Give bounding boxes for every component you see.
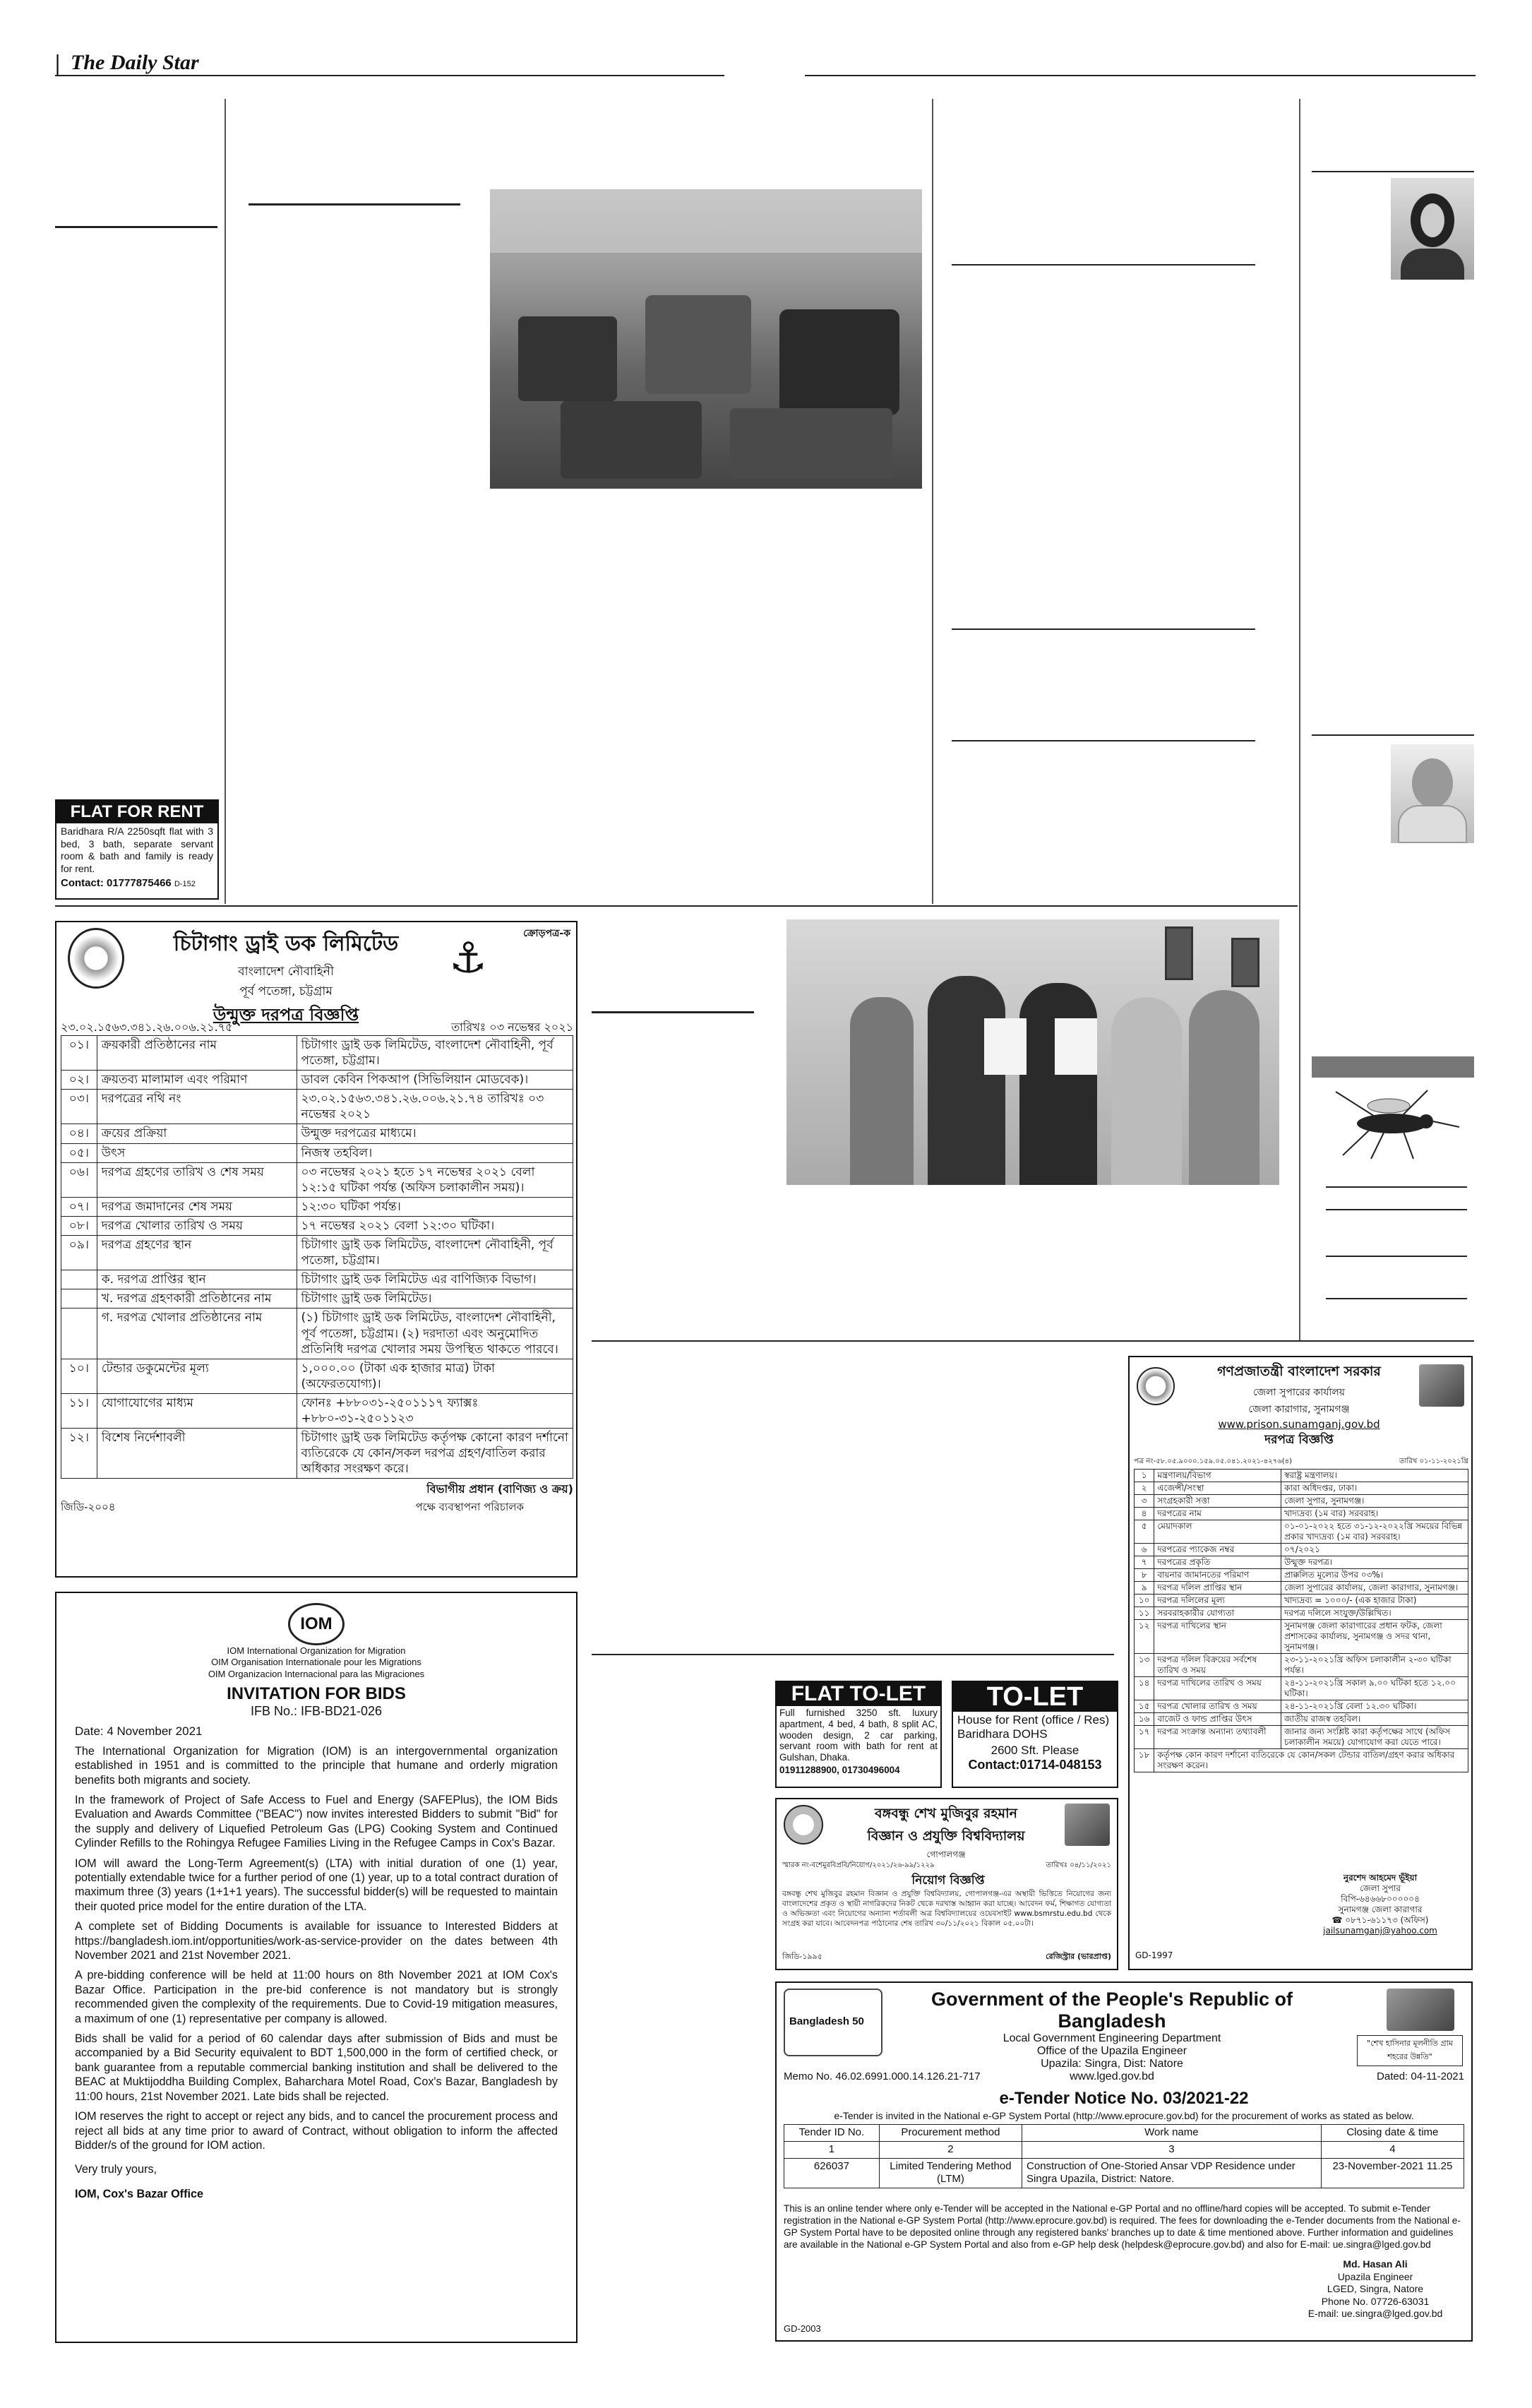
row-label: দরপত্রের নথি নং [97, 1090, 297, 1124]
row-value: ২৪-১১-২০২১খ্রি সকাল ৯.০০ ঘটিকা হতে ১২.০০ ঘটিকা। [1281, 1677, 1468, 1700]
bsmrstu-title-2: বিজ্ঞান ও প্রযুক্তি বিশ্ববিদ্যালয় [867, 1828, 1025, 1844]
row-label: কর্তৃপক্ষ কোন কারণ দর্শানো ব্যতিরেকে যে কোন/সকল টেন্ডার বাতিল/গ্রহণ করার অধিকার সংরক্ষণ করেন। [1154, 1749, 1468, 1772]
prison-sign-place: সুনামগঞ্জ জেলা কারাগার [1338, 1905, 1423, 1914]
row-no: ৪ [1135, 1508, 1154, 1520]
row-value: চিটাগাং ড্রাই ডক লিমিটেড কর্তৃপক্ষ কোনো কারণ দর্শানো ব্যতিরেকে যে কোন/সকল দরপত্র গ্রহণ/বাতিল করার অধিকার সংরক্ষণ করে। [297, 1429, 573, 1479]
col-number: 4 [1321, 2141, 1464, 2158]
table-row [1135, 1595, 1468, 1607]
table-row [61, 1393, 573, 1428]
table-row [1135, 1726, 1468, 1749]
bsmrstu-date: তারিখঃ ০৪/১১/২০২১ [1046, 1861, 1111, 1869]
headline-rule [55, 226, 217, 228]
row-number: ০৭। [61, 1197, 97, 1216]
row-number: ১১। [61, 1393, 97, 1428]
table-row [61, 1270, 573, 1289]
prison-office: জেলা সুপারের কার্যালয় [1252, 1387, 1346, 1398]
ad-line-1: House for Rent (office / Res) Baridhara DOHS [957, 1713, 1110, 1741]
row-value: চিটাগাং ড্রাই ডক লিমিটেড, বাংলাদেশ নৌবাহিনী, পূর্ব পতেঙ্গা, চট্টগ্রাম। [297, 1036, 573, 1071]
prison-email-link[interactable]: jailsunamganj@yahoo.com [1323, 1926, 1437, 1936]
iom-logo-icon: IOM [288, 1603, 345, 1645]
table-row [1135, 1713, 1468, 1726]
row-value: ১২:৩০ ঘটিকা পর্যন্ত। [297, 1197, 573, 1216]
prison-heading: দরপত্র বিজ্ঞপ্তি [1264, 1433, 1334, 1447]
lged-table [784, 2124, 1464, 2188]
row-label: দরপত্র দলিলের মূল্য [1154, 1595, 1281, 1607]
cdd-title: চিটাগাং ড্রাই ডক লিমিটেড [173, 931, 399, 956]
lged-sign-title: Upazila Engineer [1337, 2270, 1413, 2282]
cdd-tender-notice [55, 921, 578, 1578]
row-label: দরপত্র দাখিলের তারিখ ও সময় [1154, 1677, 1281, 1700]
table-row [61, 1036, 573, 1071]
lged-dept: Local Government Engineering Department [1003, 2032, 1221, 2044]
lged-etender-notice [775, 1981, 1473, 2342]
prison-date: তারিখ ০১-১১-২০২১খ্রি [1399, 1458, 1468, 1465]
row-label: দরপত্র গ্রহণের তারিখ ও শেষ সময় [97, 1162, 297, 1197]
masthead-rule-left [55, 75, 724, 76]
table-row [1135, 1544, 1468, 1556]
row-number: ০২। [61, 1071, 97, 1090]
prison-location: জেলা কারাগার, সুনামগঞ্জ [1248, 1404, 1350, 1415]
table-row [1135, 1700, 1468, 1713]
table-row [1135, 1495, 1468, 1508]
col-number: 3 [1022, 2141, 1322, 2158]
col-header: Work name [1022, 2125, 1322, 2142]
row-label: দরপত্র জমাদানের শেষ সময় [97, 1197, 297, 1216]
bsmrstu-body: বঙ্গবন্ধু শেখ মুজিবুর রহমান বিজ্ঞান ও প্রযুক্তি বিশ্ববিদ্যালয়, গোপালগঞ্জ-এর অস্থায়ী ভিত্তিতে নিয়োগের জন্য বাংলাদেশের প্রকৃত ও স্থায়ী নাগরিকদের নিকট থেকে দরখাস্ত আহ্বান করা যাচ্ছে। আবেদন ফর্ম, শিক্ষাগত যোগ্যতা ও অভিজ্ঞতা এবং নিয়োগের অন্যান্য শর্তাবলী অত্র বিশ্ববিদ্যালয়ের ওয়েবসাইট www.bsmrstu.edu.bd থেকে সংগ্রহ করা যাবে। আবেদনপত্র পাঠানোর শেষ তারিখ ৩০/১১/২০২১ বিকাল ০৫.০০টা। [782, 1890, 1111, 1928]
col-header: Procurement method [879, 2125, 1022, 2142]
lged-date: Dated: 04-11-2021 [1377, 2070, 1464, 2082]
portrait-badge-icon [1065, 1804, 1110, 1846]
cdd-heading: উন্মুক্ত দরপত্র বিজ্ঞপ্তি [213, 1005, 359, 1025]
bsmrstu-title-1: বঙ্গবন্ধু শেখ মুজিবুর রহমান [875, 1806, 1017, 1821]
ad-title: FLAT FOR RENT [56, 801, 217, 823]
iom-para-7: IOM reserves the right to accept or reject any bids, and to cancel the procurement process and reject all bids at any time prior to award of Contract, without obligation to inform the affected Bidder/s of the ground for IOM action. [75, 2110, 558, 2152]
col-header: Closing date & time [1321, 2125, 1464, 2142]
row-label: বাজেট ও ফান্ড প্রাপ্তির উৎস [1154, 1713, 1281, 1726]
row-label: বিশেষ নির্দেশাবলী [97, 1429, 297, 1479]
row-no: ৭ [1135, 1556, 1154, 1569]
table-row [1135, 1620, 1468, 1654]
iom-org-en: IOM International Organization for Migration [227, 1645, 406, 1656]
headline-rule [1312, 734, 1474, 736]
lged-sign-name: Md. Hasan Ali [1343, 2258, 1408, 2270]
university-logo-icon [784, 1805, 823, 1844]
row-value: সুনামগঞ্জ জেলা কারাগারের প্রধান ফটক, জেলা প্রশাসকের কার্যালয়, সুনামগঞ্জ ও সদর থানা, সুনামগঞ্জ। [1281, 1620, 1468, 1654]
work-name: Construction of One-Storied Ansar VDP Residence under Singra Upazila, District: Natore. [1022, 2158, 1322, 2188]
row-value: খাদ্যদ্রব্য (১ম বার) সরবরাহ। [1281, 1508, 1468, 1520]
iom-signatory: IOM, Cox's Bazar Office [75, 2187, 203, 2200]
street-traffic-photo [490, 189, 922, 489]
section-rule [592, 1340, 1474, 1342]
ad-contact: Contact:01714-048153 [968, 1757, 1102, 1772]
row-label: দরপত্র দাখিলের স্থান [1154, 1620, 1281, 1654]
bsmrstu-code: জিডি-১৯৯৫ [782, 1952, 822, 1961]
lged-slogan: "শেখ হাসিনার মূলনীতি গ্রাম শহরের উন্নতি" [1357, 2035, 1463, 2066]
lged-heading: e-Tender Notice No. 03/2021-22 [999, 2089, 1249, 2108]
lged-title: Government of the People's Republic of Bangladesh [931, 1989, 1293, 2032]
table-row [1135, 1556, 1468, 1569]
lged-office: Office of the Upazila Engineer [1036, 2045, 1187, 2057]
row-value: খাদ্যদ্রব্য = ১০০০/- (এক হাজার টাকা) [1281, 1595, 1468, 1607]
row-label: মেয়াদকাল [1154, 1520, 1281, 1544]
navy-emblem-icon [68, 928, 124, 989]
table-row [1135, 1677, 1468, 1700]
flat-for-rent-ad [55, 799, 219, 900]
headline-rule [249, 203, 460, 205]
row-label: গ. দরপত্র খোলার প্রতিষ্ঠানের নাম [97, 1309, 297, 1359]
iom-org-es: OIM Organizacion Internacional para las Migraciones [208, 1668, 425, 1679]
table-row [61, 1162, 573, 1197]
bsmrstu-place: গোপালগঞ্জ [926, 1849, 966, 1859]
table-row [1135, 1569, 1468, 1582]
masthead-rule-right [805, 75, 1476, 76]
table-row [61, 1090, 573, 1124]
portrait-photo-elderly-woman [1391, 744, 1474, 843]
table-row [1135, 1607, 1468, 1620]
row-label: দরপত্র দলিল প্রাপ্তির স্থান [1154, 1582, 1281, 1595]
row-number [61, 1289, 97, 1309]
row-label: দরপত্র খোলার তারিখ ও সময় [97, 1216, 297, 1235]
row-value: চিটাগাং ড্রাই ডক লিমিটেড এর বাণিজ্যিক বিভাগ। [297, 1270, 573, 1289]
column-rule [1299, 99, 1300, 1342]
row-label: দরপত্র সংক্রান্ত অন্যান্য তথ্যাবলী [1154, 1726, 1281, 1749]
row-value: নিজস্ব তহবিল। [297, 1143, 573, 1162]
table-row [1135, 1749, 1468, 1772]
row-label: দরপত্রের প্যাকেজ নম্বর [1154, 1544, 1281, 1556]
prison-website-link[interactable]: www.prison.sunamganj.gov.bd [1218, 1418, 1380, 1431]
ad-contact: Contact: 01777875466 [61, 877, 172, 889]
lged-intro: e-Tender is invited in the National e-GP System Portal (http://www.eprocure.gov.bd) for the procurement of works as stated as below. [834, 2110, 1414, 2121]
prison-sign-id: বিপি-৬৪৬৬৮০০০০০৪ [1341, 1894, 1420, 1904]
table-row [61, 1216, 573, 1235]
section-rule [55, 905, 1298, 907]
prison-title: গণপ্রজাতন্ত্রী বাংলাদেশ সরকার [1217, 1364, 1381, 1379]
iom-para-2: In the framework of Project of Safe Access to Fuel and Energy (SAFEPlus), the IOM Bids Evaluation and Awards Committee ("BEAC") now invites interested Bidders to submit "Bid" for the supply and delivery of Liquefied Petroleum Gas (LPG) Cooking System and Continued Cylinder Refills to the Rohingya Refugee Families Living in the Refugee Camps in Cox's Bazar. [75, 1793, 558, 1850]
bangladesh-50-badge: Bangladesh 50 [784, 1989, 882, 2056]
row-value: ২৪-১১-২০২১খ্রি বেলা ১২.৩০ ঘটিকা। [1281, 1700, 1468, 1713]
sidebar-rule [1326, 1298, 1467, 1299]
lged-location: Upazila: Singra, Dist: Natore [1041, 2058, 1183, 2070]
cdd-signatory: বিভাগীয় প্রধান (বাণিজ্য ও ক্রয়) [426, 1482, 573, 1496]
row-number: ১২। [61, 1429, 97, 1479]
row-value: ০১-০১-২০২২ হতে ৩১-১২-২০২২খ্রি সময়ের বিভিন্ন প্রকার খাদ্যদ্রব্য (১ম বার) সরবরাহ। [1281, 1520, 1468, 1544]
bsmrstu-recruitment-notice [775, 1798, 1118, 1970]
row-value: ২৩-১১-২০২১খ্রি অফিস চলাকালীন ২-৩০ ঘটিকা পর্যন্ত। [1281, 1654, 1468, 1677]
prison-sign-title: জেলা সুপার [1360, 1883, 1401, 1893]
cdd-ref: ২৩.০২.১৫৬৩.৩৪১.২৬.০০৬.২১.৭৫ [61, 1020, 233, 1034]
row-value: ১৭ নভেম্বর ২০২১ বেলা ১২:৩০ ঘটিকা। [297, 1216, 573, 1235]
section-rule [592, 1654, 1114, 1655]
row-value: দরপত্র দলিলে সংযুক্ত/উল্লিখিত। [1281, 1607, 1468, 1620]
row-value: (১) চিটাগাং ড্রাই ডক লিমিটেড, বাংলাদেশ নৌবাহিনী, পূর্ব পতেঙ্গা, চট্টগ্রাম। (২) দরদাতা এবং অনুমোদিত প্রতিনিধি দরপত্র খোলার সময় উপস্থিত থাকতে পারবে। [297, 1309, 573, 1359]
row-number [61, 1309, 97, 1359]
row-value: জানার জন্য সংশ্লিষ্ট কারা কর্তৃপক্ষের সাথে (অফিস চলাকালীন সময়ে) যোগাযোগ করা যেতে পারে। [1281, 1726, 1468, 1749]
row-value: উন্মুক্ত দরপত্রের মাধ্যমে। [297, 1124, 573, 1143]
row-no: ৫ [1135, 1520, 1154, 1544]
headline-rule [592, 1011, 754, 1013]
closing-date: 23-November-2021 11.25 [1321, 2158, 1464, 2188]
mosquito-illustration [1322, 1085, 1463, 1162]
iom-org-fr: OIM Organisation Internationale pour les Migrations [211, 1657, 421, 1668]
row-label: সংগ্রহকারী সত্তা [1154, 1495, 1281, 1508]
row-no: ৯ [1135, 1582, 1154, 1595]
row-number: ১০। [61, 1359, 97, 1393]
row-no: ১৩ [1135, 1654, 1154, 1677]
to-let-ad [952, 1681, 1118, 1788]
anchor-icon: ⚓ [449, 934, 487, 983]
row-no: ১৪ [1135, 1677, 1154, 1700]
lged-sign-phone: Phone No. 07726-63031 [1321, 2295, 1430, 2307]
cdd-signatory-sub: পক্ষে ব্যবস্থাপনা পরিচালক [415, 1501, 524, 1514]
row-label: দরপত্রের প্রকৃতি [1154, 1556, 1281, 1569]
iom-closing: Very truly yours, [75, 2163, 157, 2176]
iom-para-3: IOM will award the Long-Term Agreement(s) (LTA) with initial duration of one (1) year, potentially extendable twice for a further period of one (1) year, up to a total contract duration of maximum three (3) years (1+1+1 years). The successful bidder(s) will be requested to maintain their quoted price model for the entire duration of the LTA. [75, 1856, 558, 1913]
row-number [61, 1270, 97, 1289]
table-row [1135, 1654, 1468, 1677]
sidebar-rule [1326, 1209, 1467, 1210]
table-row [784, 2158, 1464, 2188]
ad-body: Full furnished 3250 sft. luxury apartment, 4 bed, 4 bath, 8 split AC, wooden design, 2 car parking, servant room with bath for rent at Gulshan, Dhaka. [779, 1707, 938, 1763]
ad-line-2: 2600 Sft. Please [991, 1743, 1079, 1757]
iom-para-4: A complete set of Bidding Documents is available for issuance to Interested Bidders at https://bangladesh.iom.int/opportunities/work-as-service-provider on the dates between 4th November 2021 and 21st November 2021. [75, 1920, 558, 1962]
row-number: ০৮। [61, 1216, 97, 1235]
prison-sign-name: নুরশেদ আহমেদ ভূঁইয়া [1343, 1873, 1418, 1883]
sidebar-rule [1326, 1186, 1467, 1188]
row-label: ক্রয়কারী প্রতিষ্ঠানের নাম [97, 1036, 297, 1071]
iom-para-5: A pre-bidding conference will be held at 11:00 hours on 8th November 2021 at IOM Cox's Bazar Office. Participation in the pre-bid conference is not mandatory but is strongly recommended given the complexity of the requirements. Due to Covid-19 mitigation measures, a maximum of one (1) representative per company is allowed. [75, 1969, 558, 2025]
ad-body: Baridhara R/A 2250sqft flat with 3 bed, 3 bath, separate servant room & bath and family is ready for rent. [61, 825, 213, 874]
prison-table [1134, 1469, 1468, 1772]
bsmrstu-ref: স্মারক নং-বশেমুরবিপ্রবি/নিয়োগ/২০২১/২৬-৯৯/১২২৯ [782, 1861, 935, 1869]
row-number: ০৩। [61, 1090, 97, 1124]
row-label: ক্রয়তব্য মালামাল এবং পরিমাণ [97, 1071, 297, 1090]
lged-sign-email[interactable]: E-mail: ue.singra@lged.gov.bd [1307, 2308, 1443, 2319]
row-label: টেন্ডার ডকুমেন্টের মূল্য [97, 1359, 297, 1393]
row-value: জেলা সুপারের কার্যালয়, জেলা কারাগার, সুনামগঞ্জ। [1281, 1582, 1468, 1595]
table-row [61, 1236, 573, 1270]
row-label: বায়নার জামানতের পরিমাণ [1154, 1569, 1281, 1582]
row-no: ১১ [1135, 1607, 1154, 1620]
iom-title: INVITATION FOR BIDS [227, 1683, 406, 1703]
table-row [61, 1124, 573, 1143]
row-label: দরপত্র দলিল বিক্রয়ের সর্বশেষ তারিখ ও সময় [1154, 1654, 1281, 1677]
row-number: ০৬। [61, 1162, 97, 1197]
row-number: ০৯। [61, 1236, 97, 1270]
sidebar-rule [1326, 1256, 1467, 1257]
table-row [1135, 1482, 1468, 1495]
table-row [61, 1197, 573, 1216]
row-value: চিটাগাং ড্রাই ডক লিমিটেড, বাংলাদেশ নৌবাহিনী, পূর্ব পতেঙ্গা, চট্টগ্রাম। [297, 1236, 573, 1270]
row-no: ১৬ [1135, 1713, 1154, 1726]
headline-rule [952, 740, 1255, 741]
ad-title: TO-LET [953, 1682, 1117, 1712]
lged-code: GD-2003 [784, 2323, 821, 2334]
row-value: ০৩ নভেম্বর ২০২১ হতে ১৭ নভেম্বর ২০২১ বেলা ১২:১৫ ঘটিকা পর্যন্ত (অফিস চলাকালীন সময়)। [297, 1162, 573, 1197]
row-label: মন্ত্রণালয়/বিভাগ [1154, 1470, 1281, 1482]
portrait-badge-icon [1419, 1364, 1464, 1407]
row-label: খ. দরপত্র গ্রহণকারী প্রতিষ্ঠানের নাম [97, 1289, 297, 1309]
lged-sign-office: LGED, Singra, Natore [1327, 2283, 1424, 2294]
row-no: ১৮ [1135, 1749, 1154, 1772]
ad-code: D-152 [174, 880, 196, 888]
ad-title: FLAT TO-LET [777, 1682, 940, 1706]
lged-website-link[interactable]: www.lged.gov.bd [1070, 2070, 1154, 2082]
col-number: 1 [784, 2141, 880, 2158]
iom-para-6: Bids shall be valid for a period of 60 calendar days after submission of Bids and must be accompanied by a Bid Security equivalent to BDT 1,500,000 in the form of certified check, or bank guarantee from a reputable commercial banking institution and shall be delivered to the BEAC at Muktijoddha Building Complex, Baharchara Motel Road, Cox's Bazar, Bangladesh by 11:00 hours, 21st November 2021. Late bids shall be rejected. [75, 2032, 558, 2103]
prison-sign-phone: ☎ ০৮৭১-৬১১৭৩ (অফিস) [1331, 1915, 1429, 1925]
table-row [1135, 1520, 1468, 1544]
ad-contact: 01911288900, 01730496004 [779, 1765, 900, 1776]
cdd-code: জিডি-২০০৪ [61, 1501, 116, 1514]
row-label: যোগাযোগের মাধ্যম [97, 1393, 297, 1428]
table-row [61, 1309, 573, 1359]
column-rule [225, 99, 226, 904]
lged-note: This is an online tender where only e-Tender will be accepted in the National e-GP Portal and no offline/hard copies will be accepted. To submit e-Tender registration in the National e-GP System Portal (http://www.eprocure.gov.bd) is required. The fees for downloading the e-Tender documents from the National e-GP System Portal have to be deposited online through any registered banks' branches up to date & time mentioned above. Further information and guidelines are available in the National e-GP System Portal and also from e-GP help desk (helpdesk@eprocure.gov.bd) and also for E-mail: ue.singra@lged.gov.bd [784, 2203, 1461, 2250]
row-label: সরবরাহকারীর যোগ্যতা [1154, 1607, 1281, 1620]
cdd-date: তারিখঃ ০৩ নভেম্বর ২০২১ [451, 1020, 573, 1034]
row-no: ১৫ [1135, 1700, 1154, 1713]
cdd-table [61, 1035, 573, 1479]
iom-invitation-for-bids [55, 1592, 578, 2343]
prison-tender-notice [1128, 1356, 1473, 1970]
group-handover-photo [786, 919, 1279, 1185]
tender-tag: ক্রোড়পত্র-ক [523, 928, 570, 939]
table-row [1135, 1582, 1468, 1595]
prison-ref: পত্র নং-৫৮.০৫.৯০০০.১৫৯.০৫.০৪১.২০২১-৪২৭৬(৪) [1134, 1458, 1293, 1465]
row-value: উন্মুক্ত দরপত্র। [1281, 1556, 1468, 1569]
row-label: দরপত্র গ্রহণের স্থান [97, 1236, 297, 1270]
portrait-photo-woman [1391, 178, 1474, 280]
row-no: ১০ [1135, 1595, 1154, 1607]
row-no: ৮ [1135, 1569, 1154, 1582]
cdd-address: পূর্ব পতেঙ্গা, চট্টগ্রাম [239, 984, 333, 999]
row-value: ফোনঃ +৮৮০৩১-২৫০১১১৭ ফ্যাক্সঃ +৮৮০-৩১-২৫০১১২৩ [297, 1393, 573, 1428]
row-label: উৎস [97, 1143, 297, 1162]
iom-para-1: The International Organization for Migration (IOM) is an intergovernmental organization established in 1951 and is committed to the principle that humane and orderly migration benefits both migrants and society. [75, 1744, 558, 1787]
col-number: 2 [879, 2141, 1022, 2158]
procurement-method: Limited Tendering Method (LTM) [879, 2158, 1022, 2188]
row-number: ০৫। [61, 1143, 97, 1162]
table-row [61, 1289, 573, 1309]
row-value: ১,০০০.০০ (টাকা এক হাজার মাত্র) টাকা (অফেরতযোগ্য)। [297, 1359, 573, 1393]
table-row [1135, 1508, 1468, 1520]
row-label: দরপত্র খোলার তারিখ ও সময় [1154, 1700, 1281, 1713]
iom-ifb-number: IFB No.: IFB-BD21-026 [250, 1703, 383, 1718]
row-value: জেলা সুপার, সুনামগঞ্জ। [1281, 1495, 1468, 1508]
iom-date: Date: 4 November 2021 [75, 1724, 203, 1738]
row-label: এজেন্সী/সংস্থা [1154, 1482, 1281, 1495]
table-row [61, 1429, 573, 1479]
row-no: ১৭ [1135, 1726, 1154, 1749]
row-number: ০৪। [61, 1124, 97, 1143]
row-label: ক. দরপত্র প্রাপ্তির স্থান [97, 1270, 297, 1289]
row-label: দরপত্রের নাম [1154, 1508, 1281, 1520]
row-value: ০৭/২০২১ [1281, 1544, 1468, 1556]
headline-rule [952, 628, 1255, 630]
table-row [61, 1143, 573, 1162]
row-value: প্রাক্কলিত মূল্যের উপর ০৩%। [1281, 1569, 1468, 1582]
flat-to-let-ad [775, 1681, 942, 1788]
tender-id: 626037 [784, 2158, 880, 2188]
cdd-subtitle: বাংলাদেশ নৌবাহিনী [238, 965, 334, 979]
sidebar-graphic-band [1312, 1056, 1474, 1078]
row-value: চিটাগাং ড্রাই ডক লিমিটেড। [297, 1289, 573, 1309]
row-value: স্বরাষ্ট্র মন্ত্রণালয়। [1281, 1470, 1468, 1482]
row-value: ২৩.০২.১৫৬৩.৩৪১.২৬.০০৬.২১.৭৪ তারিখঃ ০৩ নভেম্বর ২০২১ [297, 1090, 573, 1124]
row-label: ক্রয়ের প্রক্রিয়া [97, 1124, 297, 1143]
portrait-badge-icon [1387, 1989, 1454, 2031]
masthead-logo: The Daily Star [71, 51, 199, 74]
bsmrstu-signatory: রেজিস্ট্রার (ভারপ্রাপ্ত) [1046, 1952, 1111, 1961]
table-row [61, 1071, 573, 1090]
headline-rule [952, 264, 1255, 266]
row-no: ১২ [1135, 1620, 1154, 1654]
table-row [61, 1359, 573, 1393]
row-no: ২ [1135, 1482, 1154, 1495]
page-number-mark: | [55, 49, 61, 75]
row-no: ১ [1135, 1470, 1154, 1482]
row-value: জাতীয় রাজস্ব তহবিল। [1281, 1713, 1468, 1726]
table-row [1135, 1470, 1468, 1482]
prison-code: GD-1997 [1135, 1950, 1173, 1960]
col-header: Tender ID No. [784, 2125, 880, 2142]
row-no: ৬ [1135, 1544, 1154, 1556]
bsmrstu-heading: নিয়োগ বিজ্ঞপ্তি [911, 1873, 985, 1888]
column-rule [932, 99, 933, 904]
govt-seal-icon [1137, 1367, 1175, 1405]
row-value: ডাবল কেবিন পিকআপ (সিভিলিয়ান মোডবেক)। [297, 1071, 573, 1090]
headline-rule [1312, 171, 1474, 172]
lged-memo: Memo No. 46.02.6991.000.14.126.21-717 [784, 2070, 981, 2082]
row-value: কারা অধিদপ্তর, ঢাকা। [1281, 1482, 1468, 1495]
row-no: ৩ [1135, 1495, 1154, 1508]
row-number: ০১। [61, 1036, 97, 1071]
